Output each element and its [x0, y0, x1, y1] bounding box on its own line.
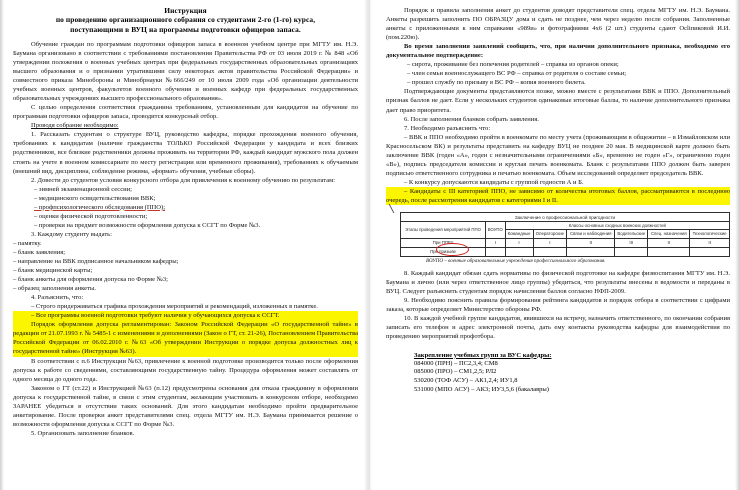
table-row-1-value-0 [505, 247, 533, 256]
table-footnote: ВОУПО – военные образовательные учреждения профессионального образования. [426, 258, 606, 265]
study-groups-title: Закрепление учебных групп за ВУС кафедры: [414, 351, 552, 359]
priznak-list-2: – прошел службу по призыву в ВС РФ – копия военного билета. [407, 79, 586, 87]
table-row-0-value-5: II [690, 238, 730, 247]
table-caption: Заключение о профессиональной пригодности [401, 213, 730, 222]
study-groups-block [414, 351, 730, 395]
paragraph-st22: Законом о ГТ (ст.22) и Инструкцией №63 (п.12) предусмотрены основания для отказа гражданину в оформлении допуска к государственной тайне, в связи с этим студентам, желающим участвовать в конкурсном отборе, необходимо ЗАРАНЕЕ убедиться в отсутствии таких оснований. Для этого кандидатам необходимо пройти предварительное анкетирование. После проверки анкет представителями спец. отдела МГТУ им. Н.Э. Баумана принимается решение о возможности оформления допуска к ССГТ по Форме №3. [13, 384, 358, 428]
title-line-1: Инструкция [164, 6, 207, 15]
intro-paragraph-1: Обучение граждан по программам подготовки офицеров запаса в военном учебном центре при МГТУ им. Н.Э. Баумана организовано в соответствии с требованиями постановления Правительства РФ от 03 июля 2019 г. № 848 «Об утверждении положения о военных учебных центрах при федеральных государственных образовательных организациях высшего образования и о признании утратившими силу некоторых актов правительства Российской Федерации» и совместного приказа Минобороны и Минобрнауки №666/249 от 10 июля 2009 года «Об организации деятельности учебных военных центров, факультетов военного обучения и военных кафедр при федеральных государственных образовательных учреждениях высшего профессионального образования». [13, 40, 358, 103]
bold-notice: Во время заполнения заявлений сообщить, что, при наличии дополнительного признака, необходимо его документальное подтверждение: [386, 43, 730, 60]
item-3: 3. Каждому студенту выдать: [31, 230, 112, 238]
item-7: 7. Необходимо разъяснить что: [404, 124, 491, 132]
profitability-table-wrapper [400, 212, 730, 264]
item-2-list-2: – профпсихологического обследования (ППО); [34, 203, 166, 211]
paragraph-confirm: Подтверждающие документы представляются позже, можно вместе с результатами ВВК и ППО. Дополнительный признак баллов не дает. Если у нескольких студентов одинаковые итоговые баллы, то наличие дополнительного признака дает право приоритета. [386, 88, 730, 114]
item-5: 5. Организовать заполнение бланков. [31, 429, 135, 437]
table-class-header-5: Технологические [690, 230, 730, 238]
item-4-sub-c-highlighted: Порядок оформления допуска регламентирован: Законом Российской Федерации «О государственной тайне» в редакции от 21.07.1993 г. № 5485-1 с изменениями и дополнениями (Закон о ГТ, ст. 21-26), Постановлением Правительства Российской Федерации от 06.02.2010 г. №63 «Об утверждении Инструкции о порядке допуска должностных лиц к государственной тайне» (Инструкция №63). [13, 321, 358, 356]
document-title [13, 6, 358, 34]
table-row-0-value-4: II [648, 238, 690, 247]
title-line-3: поступающими в ВУЦ на программы подготовки офицеров запаса. [70, 24, 301, 34]
table-row-1-label: При призыве [401, 247, 486, 256]
table-row [401, 247, 730, 256]
table-class-header-0: Командные [505, 230, 533, 238]
table-class-group-header: Классы основных сходных воинских должностей [505, 222, 729, 230]
table-row-0-value-2: II [567, 238, 615, 247]
item-7-sub-c-highlighted: – Кандидаты с III категорией ППО, не зависимо от количества итоговых баллов, рассматриваются в последнюю очередь, после рассмотрения кандидатов с категориями I и II. [386, 187, 730, 204]
item-4-sub-b-highlighted: – Все программы военной подготовки требуют наличия у обучающихся допуска к ССГТ. [13, 311, 358, 320]
table-row-1-value-3 [615, 247, 648, 256]
professional-suitability-table [400, 212, 730, 257]
item-1: 1. Рассказать студентам о структуре ВУЦ, руководство кафедры, порядке прохождения военного обучения, требованиях к кандидатам (наличие гражданства ТОЛЬКО Российской Федерации у кандидата и всех близких родственников, все близкие родственники должны проживать на территории РФ, каждый кандидат мужского пола должен стоять на учете в военном комиссариате по месту регистрации или временного проживания), требованиях к обучаемым (внешний вид, дисциплина, соблюдение режима, «формат» обучения, учебные сборы). [13, 131, 358, 175]
priznak-list-1: – член семьи военнослужащего ВС РФ – справка от родителя о составе семьи; [407, 70, 627, 78]
intro-paragraph-2: С целью определения соответствия гражданина требованиям, установленным для кандидатов на обучение по программам подготовки офицеров запаса, проводится конкурсный отбор. [13, 104, 358, 121]
table-row-0-voupo: I [486, 238, 506, 247]
table-row-1-voupo [486, 247, 506, 256]
study-group-item: 084000 (ПРН) – ПС2,3,4; СМ8 [414, 359, 498, 367]
table-class-header-1: Операторские [533, 230, 567, 238]
study-group-item: 085000 (ПРО) – СМ1,2,5; РЛ2 [414, 368, 497, 376]
table-class-header-4: Спец. назначения [648, 230, 690, 238]
item-2: 2. Довести до студентов условия конкурсного отбора для привлечения к военному обучению по результатам: [31, 176, 336, 184]
table-row-1-value-4 [648, 247, 690, 256]
table-voupo-header: ВОУПО [486, 222, 506, 238]
item-7-sub-a: – ВВК и ППО необходимо пройти в военкомате по месту учета (проживающим в общежитии – в Измайловском или Красносельском ВК) и результаты представить на кафедру ВУЦ не позднее 20 мая. В медицинской карте должно быть заключение ВВК (годен «А», годен с незначительными ограничениями «Б», временно не годен «Г», ограниченно годен «В»), подпись председателя комиссии и круглая печать военкомата. Бланк с результатами ППО должен быть заверен подписью ответственного сотрудника и печатью военкомата. Объем исследований определяет председатель ВВК. [386, 133, 730, 177]
item-3-list-2: – направление на ВВК подписанное начальником кафедры; [13, 258, 179, 266]
table-row-0-value-3: III [615, 238, 648, 247]
item-4-sub-a: – Строго придерживаться графика прохождения мероприятий и рекомендаций, изложенных в памятке. [31, 303, 318, 311]
item-3-list-5: – образец заполнения анкеты. [13, 285, 96, 293]
item-3-list-0: – памятку. [13, 239, 42, 247]
item-9: 9. Необходимо пояснить правила формирования рейтинга кандидатов и порядок отбора в соответствии с цифрами заказа, которые определяет Министерство обороны РФ. [386, 297, 730, 314]
paragraph-p6: В соответствии с п.6 Инструкции №63, привлечение к военной подготовке производится только после оформления допуска к работе со сведениями, составляющими государственную тайну. Процедура оформления может составлять от одного месяца до одного года. [13, 357, 358, 383]
table-row-1-value-2 [567, 247, 615, 256]
table-header-row-1 [401, 222, 730, 230]
table-row-0-label: При ППВУ [401, 238, 486, 247]
priznak-list-0: – сирота, проживание без попечения родителей – справка из органов опеки; [407, 61, 619, 69]
title-line-2: по проведению организационного собрания со студентами 2-го (1-го) курса, [55, 15, 316, 25]
paragraph-anketa: Порядок и правила заполнения анкет до студентов доводят представители спец. отдела МГТУ им. Н.Э. Баумана. Анкеты разрешить заполнить ПО ОБРАЗЦУ дома и сдать не позднее, чем через неделю после собрания. Заполненные анкеты с приложенными к ним справками «989и» и фотографиями 4х6 (2 шт.) студенты сдают Осliпиковой И.И. (пом.220ю). [386, 7, 730, 42]
item-6: 6. После заполнения бланков собрать заявления. [404, 115, 539, 123]
table-class-header-3: Водительские [615, 230, 648, 238]
right-column [370, 0, 740, 490]
table-row-1-value-5 [690, 247, 730, 256]
table-row [401, 238, 730, 247]
item-2-list-4: – проверки на предмет возможности оформления допуска к ССГТ по Форме №3. [34, 221, 261, 229]
table-row-0-value-0: I [505, 238, 533, 247]
item-2-list-0: – зимней экзаменационной сессии; [34, 185, 132, 193]
table-class-header-2: Связи и наблюдения [567, 230, 615, 238]
table-row-1-value-1 [533, 247, 567, 256]
item-8: 8. Каждый кандидат обязан сдать нормативы по физической подготовке на кафедре физвоспитания МГТУ им. Н.Э. Баумана и лично (или через ответственное лицо группы) убедиться, что результаты внесены в ведомости и переданы в ВУЦ. Следует разъяснить студентам порядок начисления баллов согласно НФП-2009. [386, 270, 730, 296]
item-7-sub-b: – К конкурсу допускаются кандидаты с группой годности А и Б. [404, 178, 584, 186]
table-row-header-label: Этапы проведения мероприятий ППО [401, 222, 486, 238]
study-group-item: 531000 (МПО АСУ) – АК3; ИУ3,5,6 (бакалавры) [414, 385, 549, 393]
item-4: 4. Разъяснить, что: [31, 294, 84, 302]
item-2-list-1: – медицинского освидетельствования ВВК; [34, 194, 156, 202]
item-3-list-1: – бланк заявления; [13, 248, 66, 256]
table-row-0-value-1: I [533, 238, 567, 247]
item-3-list-3: – бланк медицинской карты; [13, 267, 93, 275]
item-10: 10. В каждой учебной группе кандидатов, явившихся на встречу, назначить ответственного, по окончании собрания записать его телефон и адрес электронной почты, дать ему контакты руководства кафедры для взаимодействия по проведению мероприятий профотбора. [386, 315, 730, 341]
meeting-header: Проводя собрание необходимо: [31, 122, 119, 130]
study-group-item: 530200 (ТОФ АСУ) – АК1,2,4; ИУ1,8 [414, 377, 518, 385]
table-caption-row [401, 213, 730, 222]
item-3-list-4: – бланк анкеты для оформления допуска по Форме №3; [13, 276, 168, 284]
item-2-list-3: – оценки физической подготовленности; [34, 212, 148, 220]
